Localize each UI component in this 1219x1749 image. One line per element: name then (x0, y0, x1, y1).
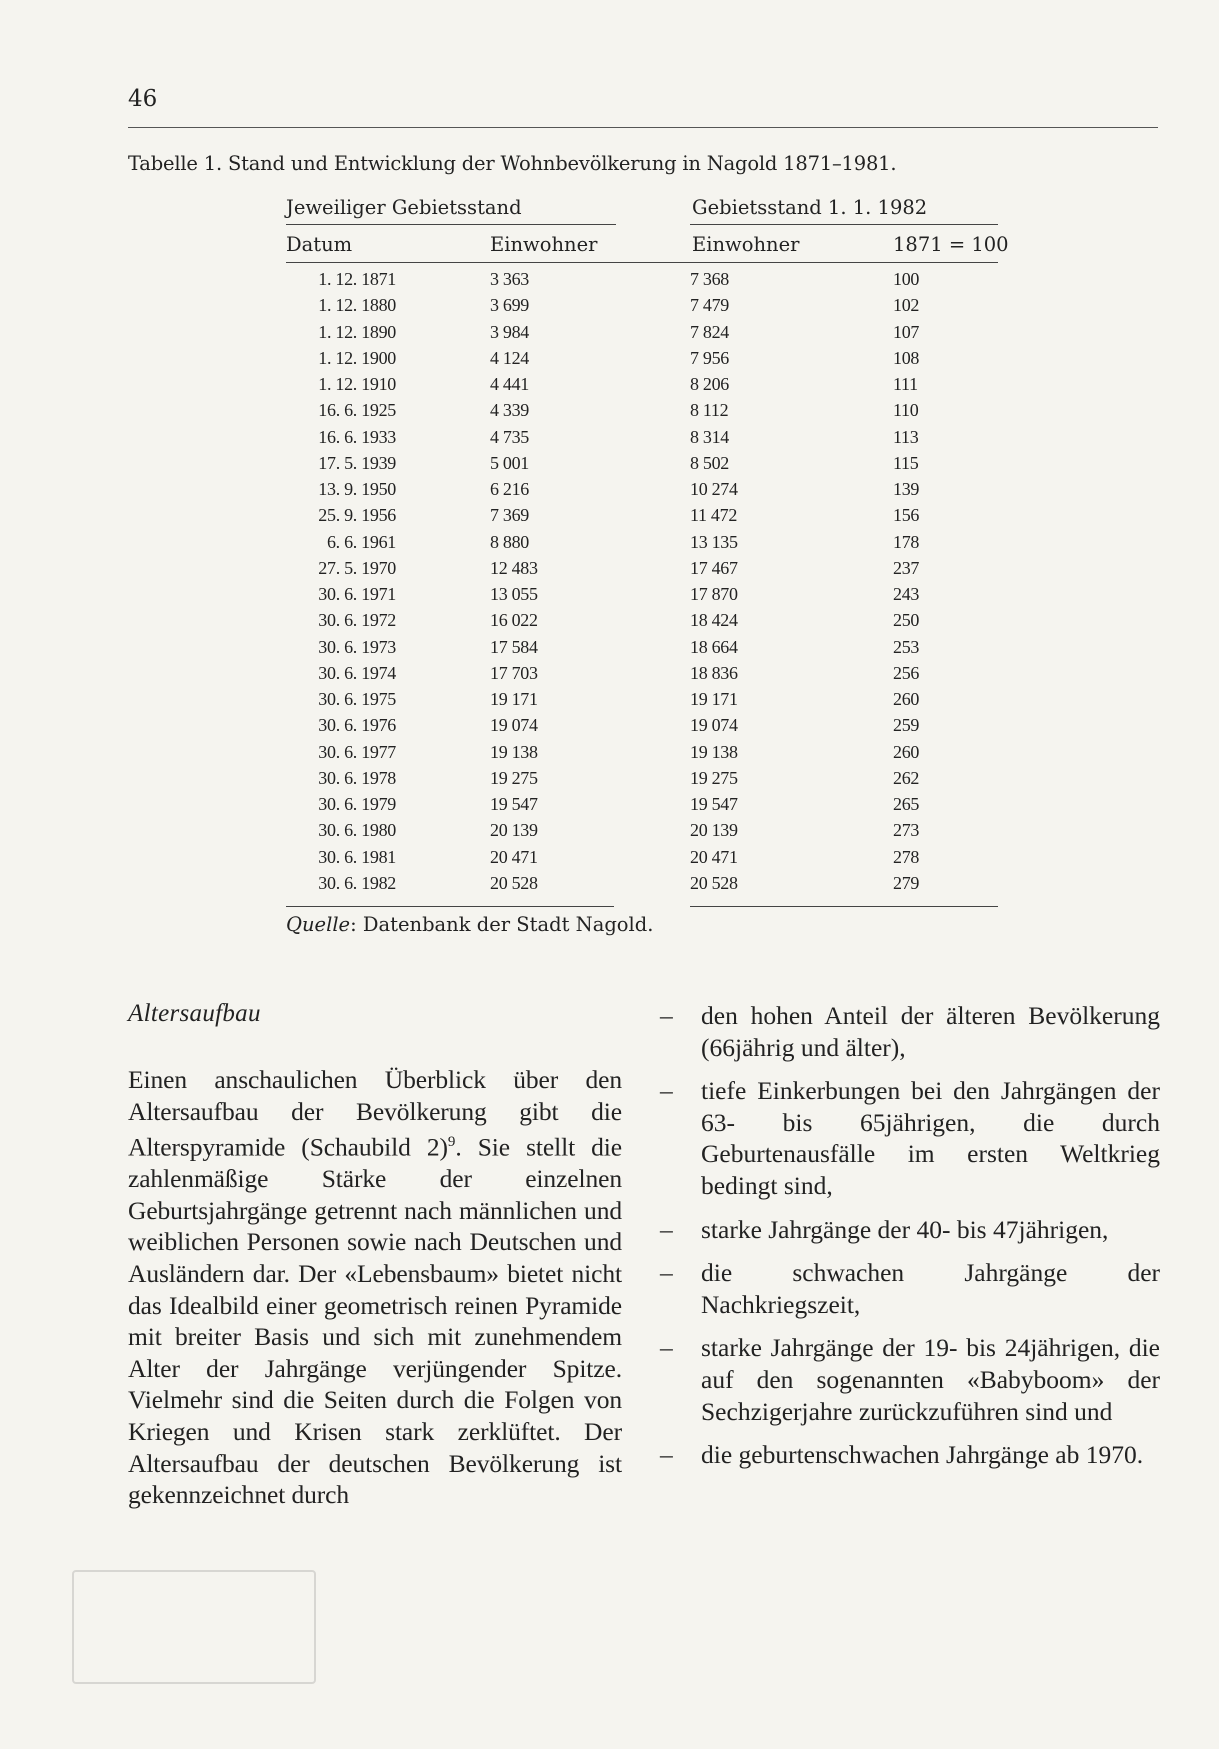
cell-index: 278 (893, 846, 920, 867)
column-header-einwohner: Einwohner (490, 233, 598, 256)
table-source (286, 913, 653, 936)
table-row (0, 555, 1219, 581)
list-item (660, 1332, 1160, 1427)
cell-date: 16. 6. 1925 (318, 400, 396, 421)
table-row (0, 529, 1219, 555)
cell-date: 30. 6. 1980 (318, 820, 396, 841)
table-row (0, 502, 1219, 528)
cell-date: 30. 6. 1973 (318, 636, 396, 657)
cell-einwohner-1982: 17 870 (690, 584, 738, 604)
table-row (0, 476, 1219, 502)
cell-einwohner-1982: 18 424 (690, 610, 738, 631)
cell-einwohner-1982: 19 171 (690, 689, 738, 709)
cell-einwohner: 19 275 (490, 767, 538, 788)
cell-date: 30. 6. 1975 (318, 689, 396, 709)
table-row (0, 371, 1219, 397)
list-item-text: den hohen Anteil der älteren Bevölkerung (66jährig und älter), (701, 1001, 1160, 1062)
cell-index: 100 (893, 269, 920, 289)
table-row (0, 292, 1219, 318)
cell-index: 110 (893, 400, 919, 421)
cell-index: 256 (893, 662, 920, 683)
list-item-text: starke Jahrgänge der 19- bis 24jährigen, die auf den sogenannten «Babyboom» der Sechzigerjahre zurückzuführen sind und (701, 1333, 1160, 1426)
cell-einwohner-1982: 18 664 (690, 636, 738, 657)
cell-date: 25. 9. 1956 (318, 505, 396, 526)
cell-einwohner-1982: 7 368 (690, 269, 730, 289)
cell-date: 30. 6. 1981 (318, 846, 396, 867)
cell-einwohner: 4 735 (490, 426, 530, 447)
cell-date: 1. 12. 1900 (318, 347, 396, 368)
cell-date: 1. 12. 1910 (318, 374, 396, 394)
cell-einwohner: 19 074 (490, 715, 538, 736)
cell-index: 250 (893, 610, 920, 631)
table-row (0, 870, 1219, 896)
cell-einwohner-1982: 19 275 (690, 767, 738, 788)
cell-index: 260 (893, 741, 920, 762)
list-dash: – (660, 1333, 673, 1363)
cell-einwohner: 20 139 (490, 820, 538, 841)
cell-index: 265 (893, 794, 920, 814)
cell-date: 30. 6. 1977 (318, 741, 396, 762)
cell-einwohner-1982: 10 274 (690, 479, 738, 499)
cell-einwohner: 3 699 (490, 295, 530, 316)
list-item (660, 1214, 1160, 1246)
cell-date: 30. 6. 1978 (318, 767, 396, 788)
cell-einwohner-1982: 8 206 (690, 374, 730, 394)
paragraph-part-1: Einen anschaulichen Überblick über den Altersaufbau der Bevölkerung gibt die Alterspyramide (Schaubild 2) (128, 1065, 622, 1162)
table-header-group-1982-territory: Gebietsstand 1. 1. 1982 (692, 196, 928, 219)
cell-einwohner-1982: 8 112 (690, 400, 729, 421)
cell-einwohner: 16 022 (490, 610, 538, 631)
cell-einwohner: 19 138 (490, 741, 538, 762)
cell-einwohner-1982: 8 314 (690, 426, 730, 447)
cell-index: 178 (893, 531, 920, 552)
cell-index: 139 (893, 479, 920, 499)
archive-stamp (72, 1570, 316, 1684)
cell-date: 1. 12. 1871 (318, 269, 396, 289)
cell-einwohner-1982: 13 135 (690, 531, 738, 552)
cell-einwohner: 4 339 (490, 400, 530, 421)
cell-einwohner: 13 055 (490, 584, 538, 604)
cell-einwohner-1982: 17 467 (690, 557, 738, 578)
list-dash: – (660, 1001, 673, 1030)
source-label: Quelle (286, 913, 351, 936)
cell-date: 30. 6. 1979 (318, 794, 396, 814)
cell-einwohner: 20 528 (490, 872, 538, 893)
cell-einwohner-1982: 19 547 (690, 794, 738, 814)
paragraph-part-2: . Sie stellt die zahlenmäßige Stärke der einzelnen Geburtsjahrgänge getrennt nach männlichen und weiblichen Personen sowie nach Deutschen und Ausländern dar. Der «Lebensbaum» bietet nicht das Idealbild einer geometrisch reinen Pyramide mit breiter Basis und sich mit zunehmendem Alter der Jahrgänge verjüngender Spitze. Vielmehr sind die Seiten durch die Folgen von Kriegen und Krisen stark zerklüftet. Der Altersaufbau der deutschen Bevölkerung ist gekennzeichnet durch (128, 1132, 622, 1510)
cell-einwohner: 20 471 (490, 846, 538, 867)
cell-index: 107 (893, 321, 920, 342)
list-item (660, 1439, 1160, 1471)
source-text: : Datenbank der Stadt Nagold. (350, 913, 654, 936)
table-bottom-rule-left (286, 906, 614, 907)
cell-date: 17. 5. 1939 (318, 452, 396, 473)
column-header-einwohner-1982: Einwohner (692, 233, 800, 256)
cell-einwohner: 3 363 (490, 269, 530, 289)
table-row (0, 686, 1219, 712)
cell-index: 156 (893, 505, 920, 526)
cell-index: 253 (893, 636, 920, 657)
table-row (0, 712, 1219, 738)
list-item-text: starke Jahrgänge der 40- bis 47jährigen, (701, 1214, 1109, 1244)
header-rule-left (286, 224, 616, 225)
cell-index: 237 (893, 557, 920, 578)
cell-einwohner: 8 880 (490, 531, 530, 552)
list-dash: – (660, 1214, 673, 1244)
cell-date: 30. 6. 1982 (318, 872, 396, 893)
cell-einwohner-1982: 11 472 (690, 505, 738, 526)
table-row (0, 319, 1219, 345)
cell-index: 273 (893, 820, 920, 841)
table-row (0, 765, 1219, 791)
cell-einwohner-1982: 20 471 (690, 846, 738, 867)
table-row (0, 345, 1219, 371)
list-item-text: die geburtenschwachen Jahrgänge ab 1970. (701, 1440, 1144, 1470)
cell-index: 115 (893, 452, 919, 473)
table-row (0, 791, 1219, 817)
list-item-text: tiefe Einkerbungen bei den Jahrgängen der 63- bis 65jährigen, die durch Geburtenausfälle im ersten Weltkrieg bedingt sind, (701, 1076, 1160, 1200)
table-row (0, 450, 1219, 476)
table-row (0, 266, 1219, 292)
cell-date: 30. 6. 1972 (318, 610, 396, 631)
cell-date: 27. 5. 1970 (318, 557, 396, 578)
cell-date: 30. 6. 1974 (318, 662, 396, 683)
cell-einwohner: 19 547 (490, 794, 538, 814)
cell-index: 262 (893, 767, 920, 788)
cell-einwohner-1982: 19 138 (690, 741, 738, 762)
cell-einwohner-1982: 8 502 (690, 452, 730, 473)
cell-date: 6. 6. 1961 (326, 531, 396, 552)
table-row (0, 817, 1219, 843)
cell-einwohner: 17 584 (490, 636, 538, 657)
table-row (0, 844, 1219, 870)
cell-index: 259 (893, 715, 920, 736)
cell-index: 279 (893, 872, 920, 893)
table-row (0, 607, 1219, 633)
cell-index: 102 (893, 295, 920, 316)
list-item (660, 1075, 1160, 1201)
table-row (0, 634, 1219, 660)
cell-einwohner: 12 483 (490, 557, 538, 578)
right-column (660, 1000, 1160, 1483)
footnote-mark: 9 (447, 1134, 456, 1151)
cell-einwohner: 4 441 (490, 374, 530, 394)
cell-date: 16. 6. 1933 (318, 426, 396, 447)
population-table-body (0, 266, 1219, 896)
column-header-datum: Datum (286, 233, 353, 256)
table-row (0, 424, 1219, 450)
cell-index: 108 (893, 347, 920, 368)
cell-einwohner: 17 703 (490, 662, 538, 683)
list-dash: – (660, 1076, 673, 1106)
list-item-text: die schwachen Jahrgänge der Nachkriegszeit, (701, 1258, 1160, 1319)
section-paragraph (128, 1064, 622, 1511)
table-row (0, 739, 1219, 765)
cell-einwohner: 3 984 (490, 321, 530, 342)
list-item (660, 1257, 1160, 1320)
header-rule-full (286, 262, 998, 263)
cell-index: 243 (893, 584, 920, 604)
cell-einwohner-1982: 20 528 (690, 872, 738, 893)
cell-date: 1. 12. 1890 (318, 321, 396, 342)
cell-index: 113 (893, 426, 919, 447)
table-row (0, 581, 1219, 607)
cell-einwohner: 7 369 (490, 505, 530, 526)
table-row (0, 397, 1219, 423)
page-number: 46 (128, 86, 158, 112)
cell-index: 111 (893, 374, 918, 394)
table-caption: Tabelle 1. Stand und Entwicklung der Wohnbevölkerung in Nagold 1871–1981. (128, 152, 897, 175)
header-rule (128, 127, 1158, 128)
left-column (128, 1000, 622, 1511)
cell-einwohner: 6 216 (490, 479, 530, 499)
cell-index: 260 (893, 689, 920, 709)
list-dash: – (660, 1440, 673, 1470)
table-bottom-rule-right (690, 906, 998, 907)
cell-einwohner: 4 124 (490, 347, 530, 368)
column-header-index: 1871 = 100 (893, 233, 1009, 256)
cell-einwohner-1982: 7 956 (690, 347, 730, 368)
cell-einwohner-1982: 7 479 (690, 295, 730, 316)
cell-date: 30. 6. 1976 (318, 715, 396, 736)
cell-date: 30. 6. 1971 (318, 584, 396, 604)
cell-einwohner-1982: 20 139 (690, 820, 738, 841)
cell-einwohner: 19 171 (490, 689, 538, 709)
cell-date: 1. 12. 1880 (318, 295, 396, 316)
cell-einwohner-1982: 19 074 (690, 715, 738, 736)
cell-date: 13. 9. 1950 (318, 479, 396, 499)
cell-einwohner-1982: 18 836 (690, 662, 738, 683)
table-row (0, 660, 1219, 686)
section-heading: Altersaufbau (128, 1000, 261, 1027)
cell-einwohner-1982: 7 824 (690, 321, 730, 342)
list-dash: – (660, 1258, 673, 1288)
cell-einwohner: 5 001 (490, 452, 530, 473)
list-item (660, 1000, 1160, 1063)
table-header-group-current-territory: Jeweiliger Gebietsstand (286, 196, 522, 219)
header-rule-right (690, 224, 998, 225)
